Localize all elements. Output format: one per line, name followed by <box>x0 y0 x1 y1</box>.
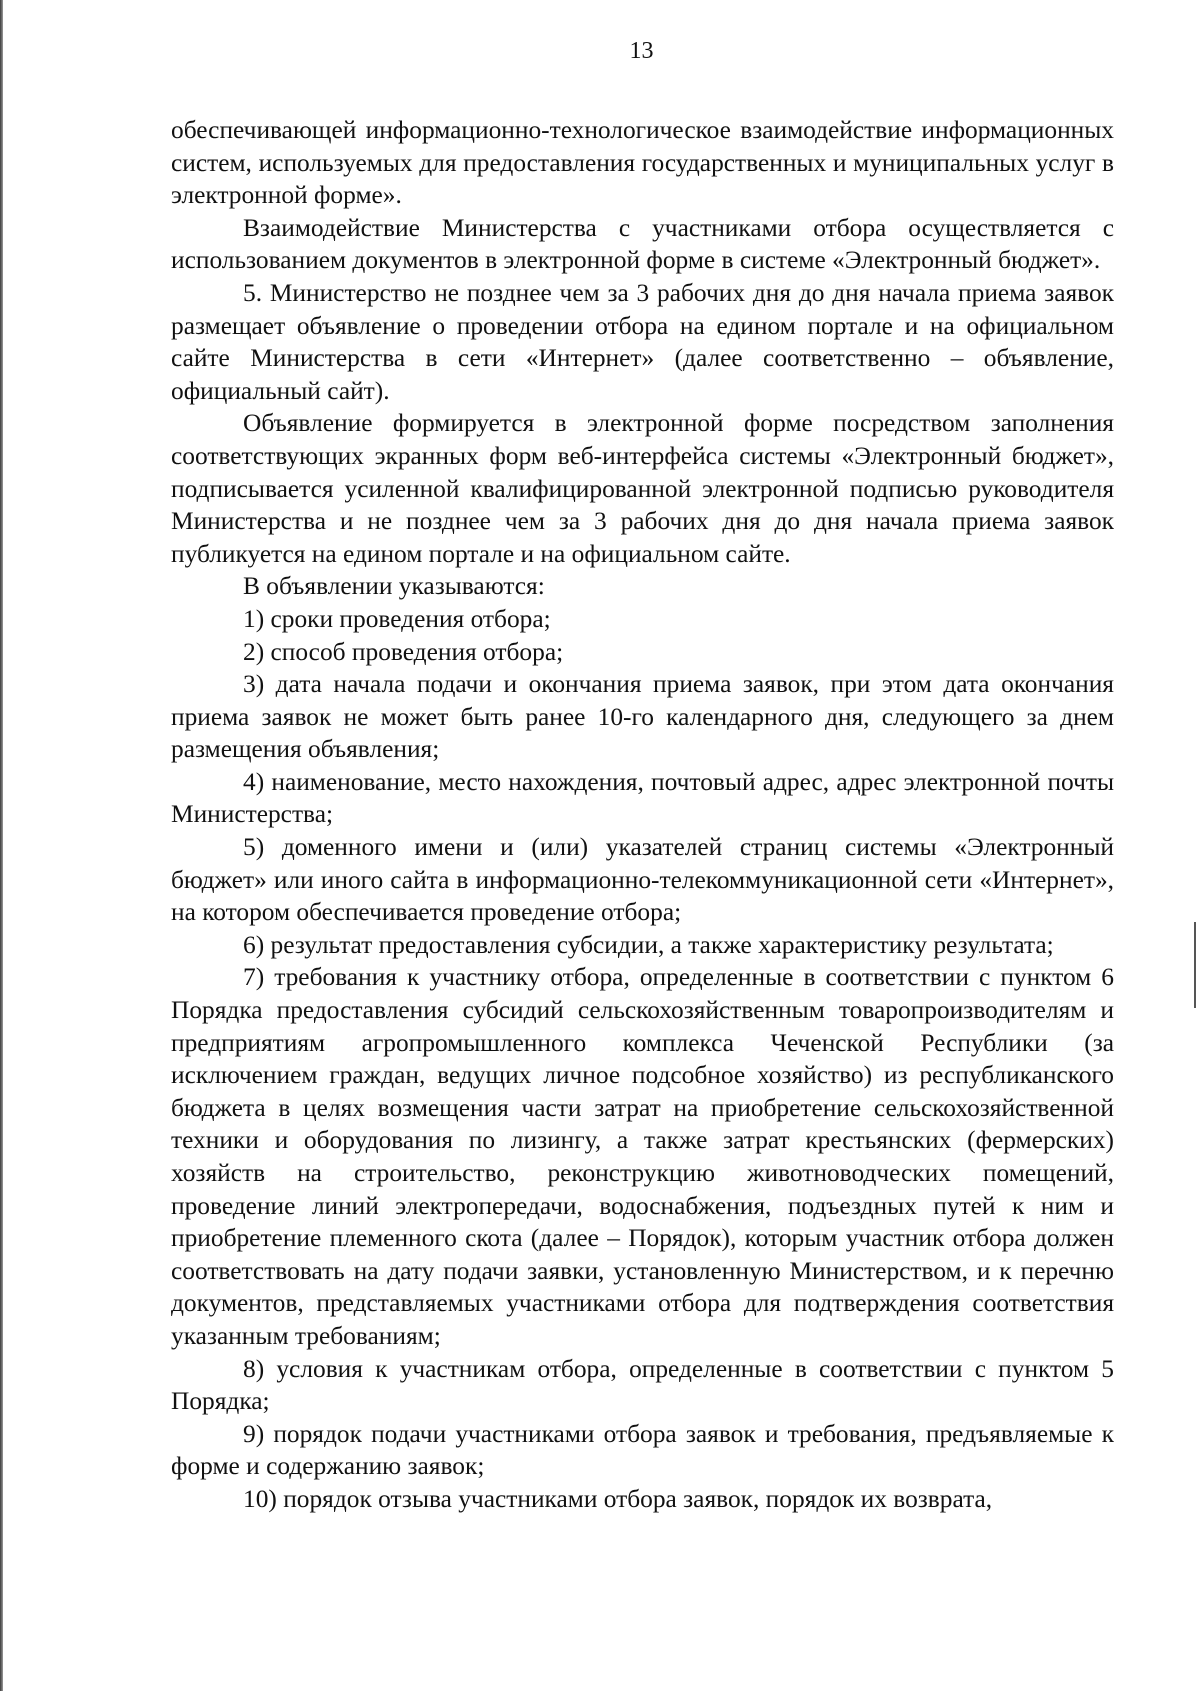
scan-mark-right <box>1194 922 1196 1008</box>
list-item-7: 7) требования к участнику отбора, определенные в соответствии с пунктом 6 Порядка предоставления субсидий сельскохозяйственным товаропроизводителям и предприятиям агропромышленного комплекса Чеченской Республики (за исключением граждан, ведущих личное подсобное хозяйство) из республиканского бюджета в целях возмещения части затрат на приобретение сельскохозяйственной техники и оборудования по лизингу, а также затрат крестьянских (фермерских) хозяйств на строительство, реконструкцию животноводческих помещений, проведение линий электропередачи, водоснабжения, подъездных путей к ним и приобретение племенного скота (далее – Порядок), которым участник отбора должен соответствовать на дату подачи заявки, установленную Министерством, и к перечню документов, представляемых участниками отбора для подтверждения соответствия указанным требованиям; <box>171 963 1114 1350</box>
scan-edge-left <box>0 0 3 1691</box>
list-item-10: 10) порядок отзыва участниками отбора заявок, порядок их возврата, <box>243 1484 993 1513</box>
page-number: 13 <box>629 38 654 64</box>
paragraph-announcement: Объявление формируется в электронной форме посредством заполнения соответствующих экранных форм веб-интерфейса системы «Электронный бюджет», подписывается усиленной квалифицированной электронной подписью руководителя Министерства и не позднее чем за 3 рабочих дня до дня начала приема заявок публикуется на едином портале и на официальном сайте. <box>171 409 1114 568</box>
list-item-5: 5) доменного имени и (или) указателей страниц системы «Электронный бюджет» или иного сайта в информационно-телекоммуникационной сети «Интернет», на котором обеспечивается проведение отбора; <box>171 833 1114 927</box>
paragraph-continuation: обеспечивающей информационно-технологическое взаимодействие информационных систем, используемых для предоставления государственных и муниципальных услуг в электронной форме». <box>171 116 1114 210</box>
list-item-4: 4) наименование, место нахождения, почтовый адрес, адрес электронной почты Министерства; <box>171 767 1114 829</box>
paragraph-item-5: 5. Министерство не позднее чем за 3 рабочих дня до дня начала приема заявок размещает объявление о проведении отбора на едином портале и на официальном сайте Министерства в сети «Интернет» (далее соответственно – объявление, официальный сайт). <box>171 278 1114 405</box>
list-item-2: 2) способ проведения отбора; <box>243 637 564 666</box>
list-item-1: 1) сроки проведения отбора; <box>243 604 551 633</box>
list-item-3: 3) дата начала подачи и окончания приема заявок, при этом дата окончания приема заявок не может быть ранее 10-го календарного дня, следующего за днем размещения объявления; <box>171 670 1114 764</box>
paragraph-list-intro: В объявлении указываются: <box>243 572 545 601</box>
paragraph-interaction: Взаимодействие Министерства с участниками отбора осуществляется с использованием документов в электронной форме в системе «Электронный бюджет». <box>171 213 1114 275</box>
list-item-8: 8) условия к участникам отбора, определенные в соответствии с пунктом 5 Порядка; <box>171 1354 1114 1416</box>
list-item-6: 6) результат предоставления субсидии, а также характеристику результата; <box>243 930 1054 959</box>
list-item-9: 9) порядок подачи участниками отбора заявок и требования, предъявляемые к форме и содержанию заявок; <box>171 1419 1114 1481</box>
document-body <box>171 114 1114 1516</box>
